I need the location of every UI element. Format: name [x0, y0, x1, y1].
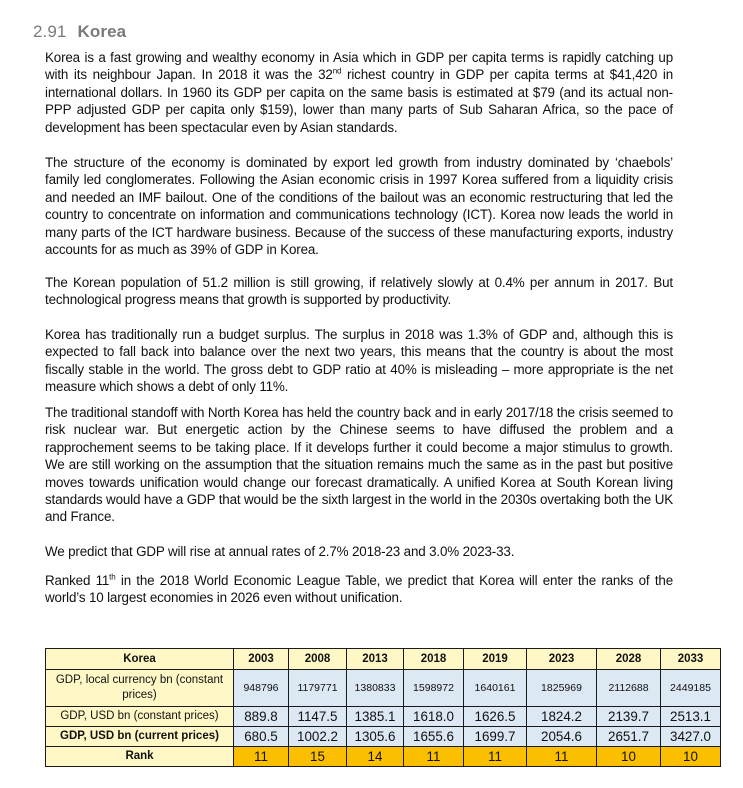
table-cell: 2513.1: [661, 707, 721, 727]
table-cell: 1002.2: [289, 727, 347, 747]
paragraph-ranking: Ranked 11th in the 2018 World Economic League Table, we predict that Korea will enter the ranks of the world’s 10 largest economies in 2026 even without unification.: [45, 572, 673, 606]
paragraph-budget: Korea has traditionally run a budget surplus. The surplus in 2018 was 1.3% of GDP and, although this is expected to fall back into balance over the next two years, this means that the country is about the most fiscally stable in the world. The gross debt to GDP ratio at 40% is misleading – more appropriate is the net measure which shows a debt of only 11%.: [45, 327, 673, 395]
paragraph-north-korea: The traditional standoff with North Korea has held the country back and in early 2017/18 the crisis seemed to risk nuclear war. But energetic action by the Chinese seems to have diffused the problem and a rapprochement seems to be taking place. If it develops further it could become a major stimulus to growth. We are still working on the assumption that the situation remains much the same as in the past but positive moves towards unification would change our forecast dramatically. A unified Korea at South Korean living standards would have a GDP that would be the sixth largest in the world in the 2030s overtaking both the UK and France.: [45, 405, 673, 525]
table-cell: 889.8: [234, 707, 289, 727]
table-cell: 1618.0: [404, 707, 464, 727]
row-label: GDP, USD bn (current prices): [46, 727, 234, 747]
rank-cell: 10: [597, 747, 661, 767]
table-row-usd-current: [46, 727, 721, 747]
year-header: 2018: [404, 649, 464, 670]
rank-cell: 11: [527, 747, 597, 767]
table-cell: 1179771: [289, 670, 347, 707]
table-cell: 2651.7: [597, 727, 661, 747]
table-cell: 1598972: [404, 670, 464, 707]
year-header: 2003: [234, 649, 289, 670]
paragraph-intro: Korea is a fast growing and wealthy economy in Asia which in GDP per capita terms is rapidly catching up with its neighbour Japan. In 2018 it was the 32nd richest country in GDP per capita terms at $41,420 in international dollars. In 1960 its GDP per capita on the same basis is estimated at $79 (and its actual non-PPP adjusted GDP per capita only $159), lower than many parts of Sub Saharan Africa, so the pace of development has been spectacular even by Asian standards.: [45, 50, 673, 135]
table-cell: 3427.0: [661, 727, 721, 747]
year-header: 2019: [464, 649, 527, 670]
table-cell: 2054.6: [527, 727, 597, 747]
row-label: GDP, local currency bn (constant prices): [46, 670, 234, 707]
table-corner: Korea: [46, 649, 234, 670]
row-label: Rank: [46, 747, 234, 767]
rank-cell: 15: [289, 747, 347, 767]
rank-cell: 11: [464, 747, 527, 767]
year-header: 2023: [527, 649, 597, 670]
year-header: 2008: [289, 649, 347, 670]
table-cell: 1380833: [347, 670, 404, 707]
table-header-row: [46, 649, 721, 670]
paragraph-forecast: We predict that GDP will rise at annual rates of 2.7% 2018-23 and 3.0% 2023-33.: [45, 544, 515, 559]
table-row-local-currency: [46, 670, 721, 707]
year-header: 2033: [661, 649, 721, 670]
table-cell: 1699.7: [464, 727, 527, 747]
table-cell: 1640161: [464, 670, 527, 707]
table-row-usd-constant: [46, 707, 721, 727]
table-cell: 1626.5: [464, 707, 527, 727]
rank-cell: 10: [661, 747, 721, 767]
rank-cell: 14: [347, 747, 404, 767]
table-cell: 1825969: [527, 670, 597, 707]
table-cell: 1824.2: [527, 707, 597, 727]
section-number: 2.91: [33, 22, 67, 41]
table-cell: 1305.6: [347, 727, 404, 747]
table-cell: 1385.1: [347, 707, 404, 727]
table-cell: 2449185: [661, 670, 721, 707]
section-title: Korea: [77, 22, 127, 41]
row-label: GDP, USD bn (constant prices): [46, 707, 234, 727]
gdp-table: [45, 648, 721, 767]
table-row-rank: [46, 747, 721, 767]
table-cell: 1147.5: [289, 707, 347, 727]
table-cell: 948796: [234, 670, 289, 707]
table-cell: 1655.6: [404, 727, 464, 747]
paragraph-structure: The structure of the economy is dominated by export led growth from industry dominated by ‘chaebols’ family led conglomerates. Following the Asian economic crisis in 1997 Korea suffered from a liquidity crisis and needed an IMF bailout. One of the conditions of the bailout was an economic restructuring that led the country to concentrate on information and communications technology (ICT). Korea now leads the world in many parts of the ICT hardware business. Because of the success of these manufacturing exports, industry accounts for as much as 39% of GDP in Korea.: [45, 155, 673, 258]
table-cell: 2139.7: [597, 707, 661, 727]
paragraph-population: The Korean population of 51.2 million is still growing, if relatively slowly at 0.4% per annum in 2017. But technological progress means that growth is supported by productivity.: [45, 275, 673, 308]
table-cell: 2112688: [597, 670, 661, 707]
table-cell: 680.5: [234, 727, 289, 747]
rank-cell: 11: [234, 747, 289, 767]
rank-cell: 11: [404, 747, 464, 767]
year-header: 2028: [597, 649, 661, 670]
section-heading: [33, 22, 126, 42]
year-header: 2013: [347, 649, 404, 670]
